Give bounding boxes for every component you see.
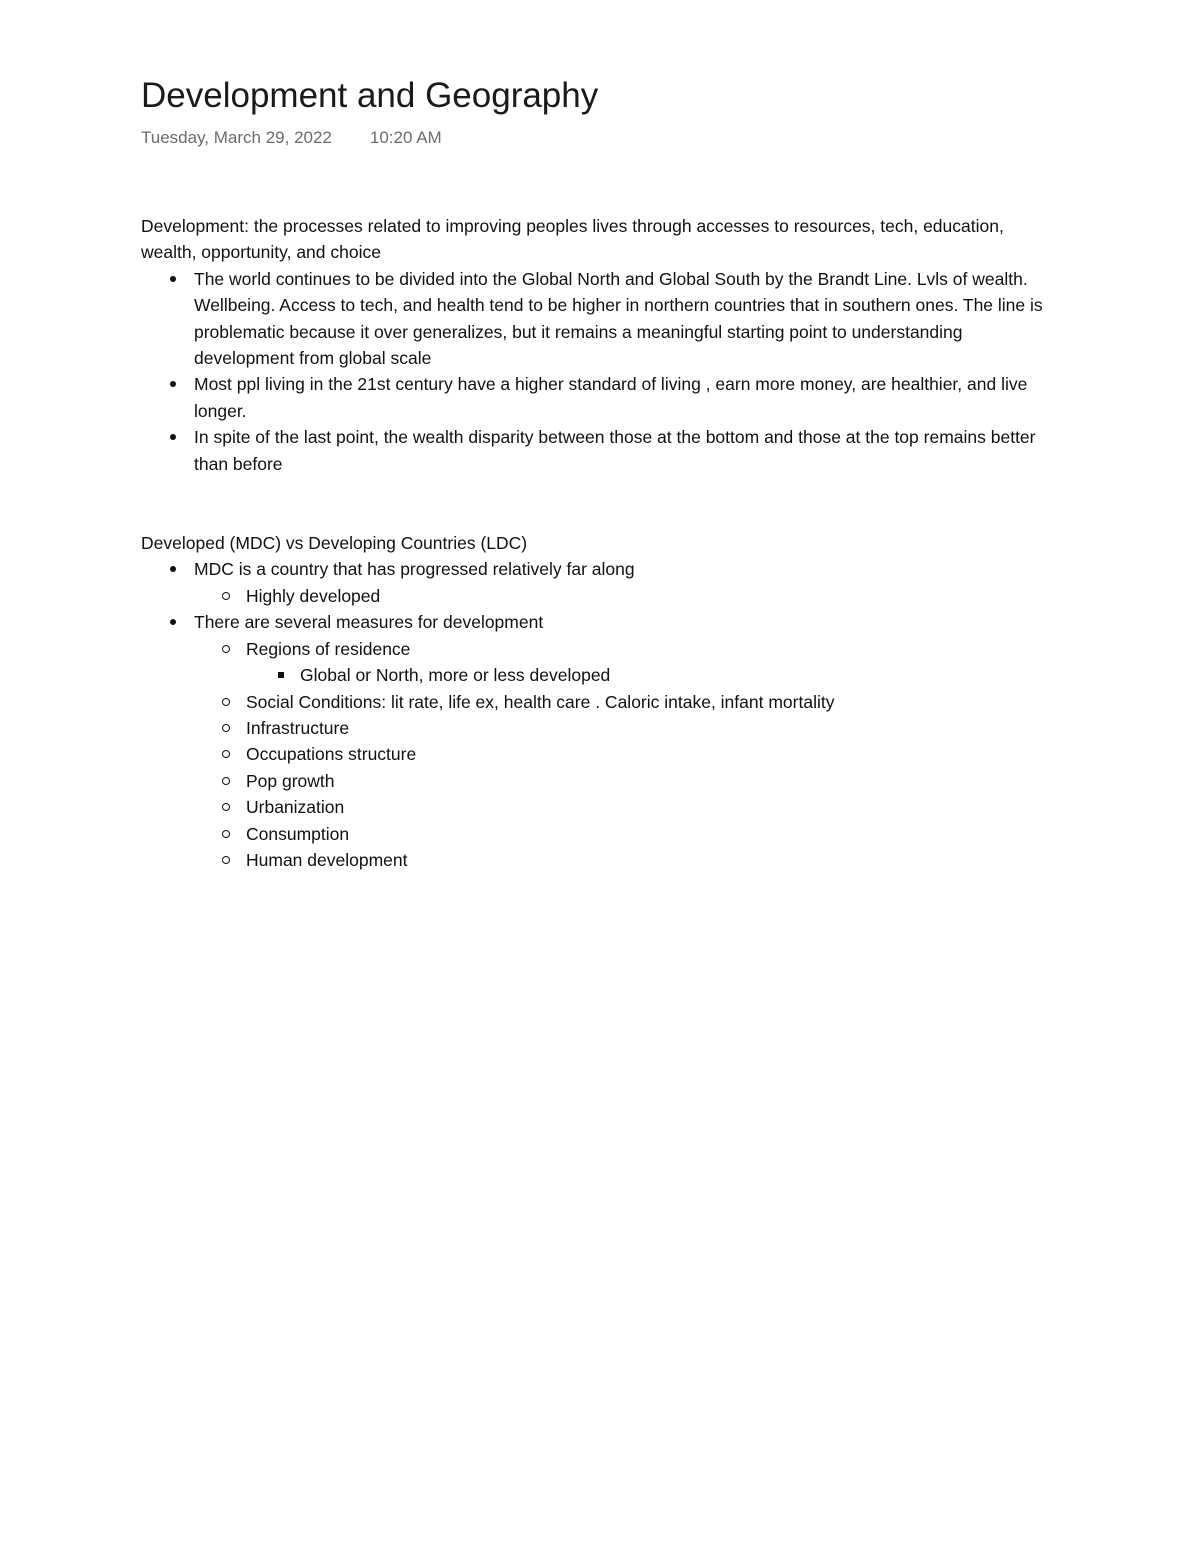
list-item: The world continues to be divided into the Global North and Global South by the Brandt Line. Lvls of wealth. Wellbeing. Access to tech, and health tend to be higher in northern countries that in southern ones. The line is problematic because it over generalizes, but it remains a meaningful starting point to understanding development from global scale	[141, 266, 1061, 372]
note-timestamp	[141, 126, 442, 150]
sub-list-item: Highly developed	[141, 583, 1061, 609]
sub-list-item: Social Conditions: lit rate, life ex, health care . Caloric intake, infant mortality	[141, 689, 1061, 715]
sub-list	[194, 583, 1061, 609]
page-title: Development and Geography	[141, 76, 599, 115]
sub-list-item-text: Regions of residence	[246, 638, 411, 659]
list-item-text: There are several measures for development	[194, 612, 544, 633]
list-item	[141, 609, 1061, 873]
note-body	[141, 213, 1061, 873]
list-item: In spite of the last point, the wealth disparity between those at the bottom and those at the top remains better than before	[141, 424, 1061, 477]
sub-list-item: Infrastructure	[141, 715, 1061, 741]
section-heading-mdc-ldc: Developed (MDC) vs Developing Countries (LDC)	[141, 533, 528, 554]
list-item	[141, 556, 1061, 609]
sub-sub-list	[246, 662, 1061, 688]
note-time: 10:20 AM	[369, 128, 442, 147]
development-bullet-list	[141, 266, 1061, 477]
sub-list-item: Human development	[141, 847, 1061, 873]
sub-list-item: Occupations structure	[141, 741, 1061, 767]
list-item-text: MDC is a country that has progressed relatively far along	[194, 559, 635, 580]
paragraph-spacer	[141, 477, 1061, 530]
sub-list-item: Pop growth	[141, 768, 1061, 794]
sub-list	[194, 636, 1061, 874]
section-heading-development: Development: the processes related to improving peoples lives through accesses to resources, tech, education, wealth, opportunity, and choice	[141, 216, 1004, 263]
sub-sub-list-item: Global or North, more or less developed	[141, 662, 1061, 688]
note-date: Tuesday, March 29, 2022	[141, 128, 332, 147]
sub-list-item: Consumption	[141, 821, 1061, 847]
sub-list-item	[141, 636, 1061, 689]
sub-list-item: Urbanization	[141, 794, 1061, 820]
mdc-ldc-bullet-list	[141, 556, 1061, 873]
list-item: Most ppl living in the 21st century have a higher standard of living , earn more money, are healthier, and live longer.	[141, 371, 1061, 424]
